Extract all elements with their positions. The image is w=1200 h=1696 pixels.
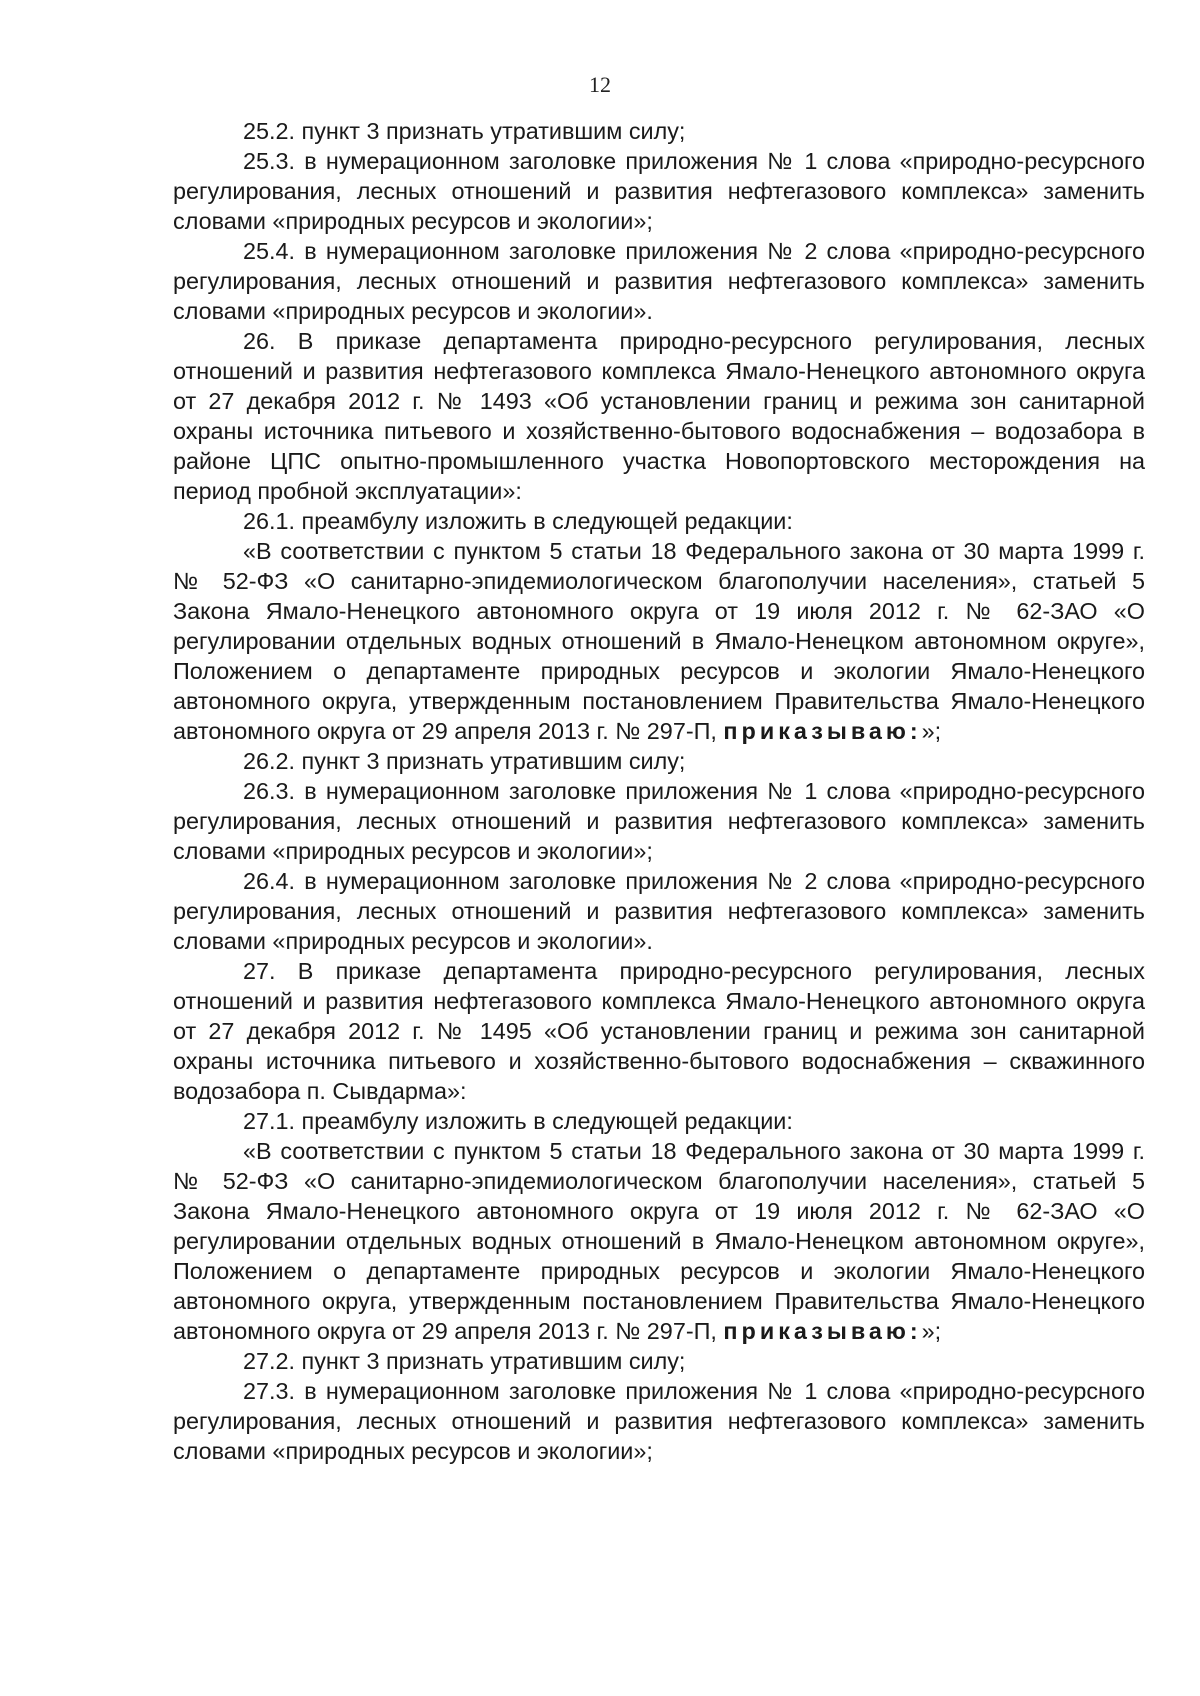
paragraph-26: 26. В приказе департамента природно-ресурсного регулирования, лесных отношений и развития нефтегазового комплекса Ямало-Ненецкого автономного округа от 27 декабря 2012 г. № 1493 «Об установлении границ и режима зон санитарной охраны источника питьевого и хозяйственно-бытового водоснабжения – водозабора в районе ЦПС опытно-промышленного участка Новопортовского месторождения на период пробной эксплуатации»:: [173, 328, 1145, 504]
preamble-26-command: приказываю:: [723, 718, 922, 744]
paragraph-27-1: 27.1. преамбулу изложить в следующей редакции:: [243, 1108, 793, 1134]
paragraph-27-2: 27.2. пункт 3 признать утратившим силу;: [243, 1348, 686, 1374]
paragraph-27-3: 27.3. в нумерационном заголовке приложения № 1 слова «природно-ресурсного регулирования, лесных отношений и развития нефтегазового комплекса» заменить словами «природных ресурсов и экологии»;: [173, 1378, 1145, 1464]
preamble-27-text: «В соответствии с пунктом 5 статьи 18 Федерального закона от 30 марта 1999 г. № 52-ФЗ «О санитарно-эпидемиологическом благополучии населения», статьей 5 Закона Ямало-Ненецкого автономного округа от 19 июля 2012 г. № 62-ЗАО «О регулировании отдельных водных отношений в Ямало-Ненецком автономном округе», Положением о департаменте природных ресурсов и экологии Ямало-Ненецкого автономного округа, утвержденным постановлением Правительства Ямало-Ненецкого автономного округа от 29 апреля 2013 г. № 297-П,: [173, 1138, 1145, 1344]
paragraph-25-2: 25.2. пункт 3 признать утратившим силу;: [243, 118, 686, 144]
preamble-27-end: »;: [921, 1318, 942, 1344]
paragraph-25-3: 25.3. в нумерационном заголовке приложения № 1 слова «природно-ресурсного регулирования, лесных отношений и развития нефтегазового комплекса» заменить словами «природных ресурсов и экологии»;: [173, 148, 1145, 234]
preamble-26-end: »;: [921, 718, 942, 744]
document-body: [173, 116, 1145, 1466]
preamble-27-command: приказываю:: [723, 1318, 922, 1344]
paragraph-26-4: 26.4. в нумерационном заголовке приложения № 2 слова «природно-ресурсного регулирования, лесных отношений и развития нефтегазового комплекса» заменить словами «природных ресурсов и экологии».: [173, 868, 1145, 954]
paragraph-25-4: 25.4. в нумерационном заголовке приложения № 2 слова «природно-ресурсного регулирования, лесных отношений и развития нефтегазового комплекса» заменить словами «природных ресурсов и экологии».: [173, 238, 1145, 324]
paragraph-26-1: 26.1. преамбулу изложить в следующей редакции:: [243, 508, 793, 534]
page-number: 12: [589, 72, 611, 97]
paragraph-27: 27. В приказе департамента природно-ресурсного регулирования, лесных отношений и развития нефтегазового комплекса Ямало-Ненецкого автономного округа от 27 декабря 2012 г. № 1495 «Об установлении границ и режима зон санитарной охраны источника питьевого и хозяйственно-бытового водоснабжения – скважинного водозабора п. Сывдарма»:: [173, 958, 1145, 1104]
preamble-26: [173, 536, 1145, 746]
paragraph-26-3: 26.3. в нумерационном заголовке приложения № 1 слова «природно-ресурсного регулирования, лесных отношений и развития нефтегазового комплекса» заменить словами «природных ресурсов и экологии»;: [173, 778, 1145, 864]
paragraph-26-2: 26.2. пункт 3 признать утратившим силу;: [243, 748, 686, 774]
preamble-26-text: «В соответствии с пунктом 5 статьи 18 Федерального закона от 30 марта 1999 г. № 52-ФЗ «О санитарно-эпидемиологическом благополучии населения», статьей 5 Закона Ямало-Ненецкого автономного округа от 19 июля 2012 г. № 62-ЗАО «О регулировании отдельных водных отношений в Ямало-Ненецком автономном округе», Положением о департаменте природных ресурсов и экологии Ямало-Ненецкого автономного округа, утвержденным постановлением Правительства Ямало-Ненецкого автономного округа от 29 апреля 2013 г. № 297-П,: [173, 538, 1145, 744]
preamble-27: [173, 1136, 1145, 1346]
